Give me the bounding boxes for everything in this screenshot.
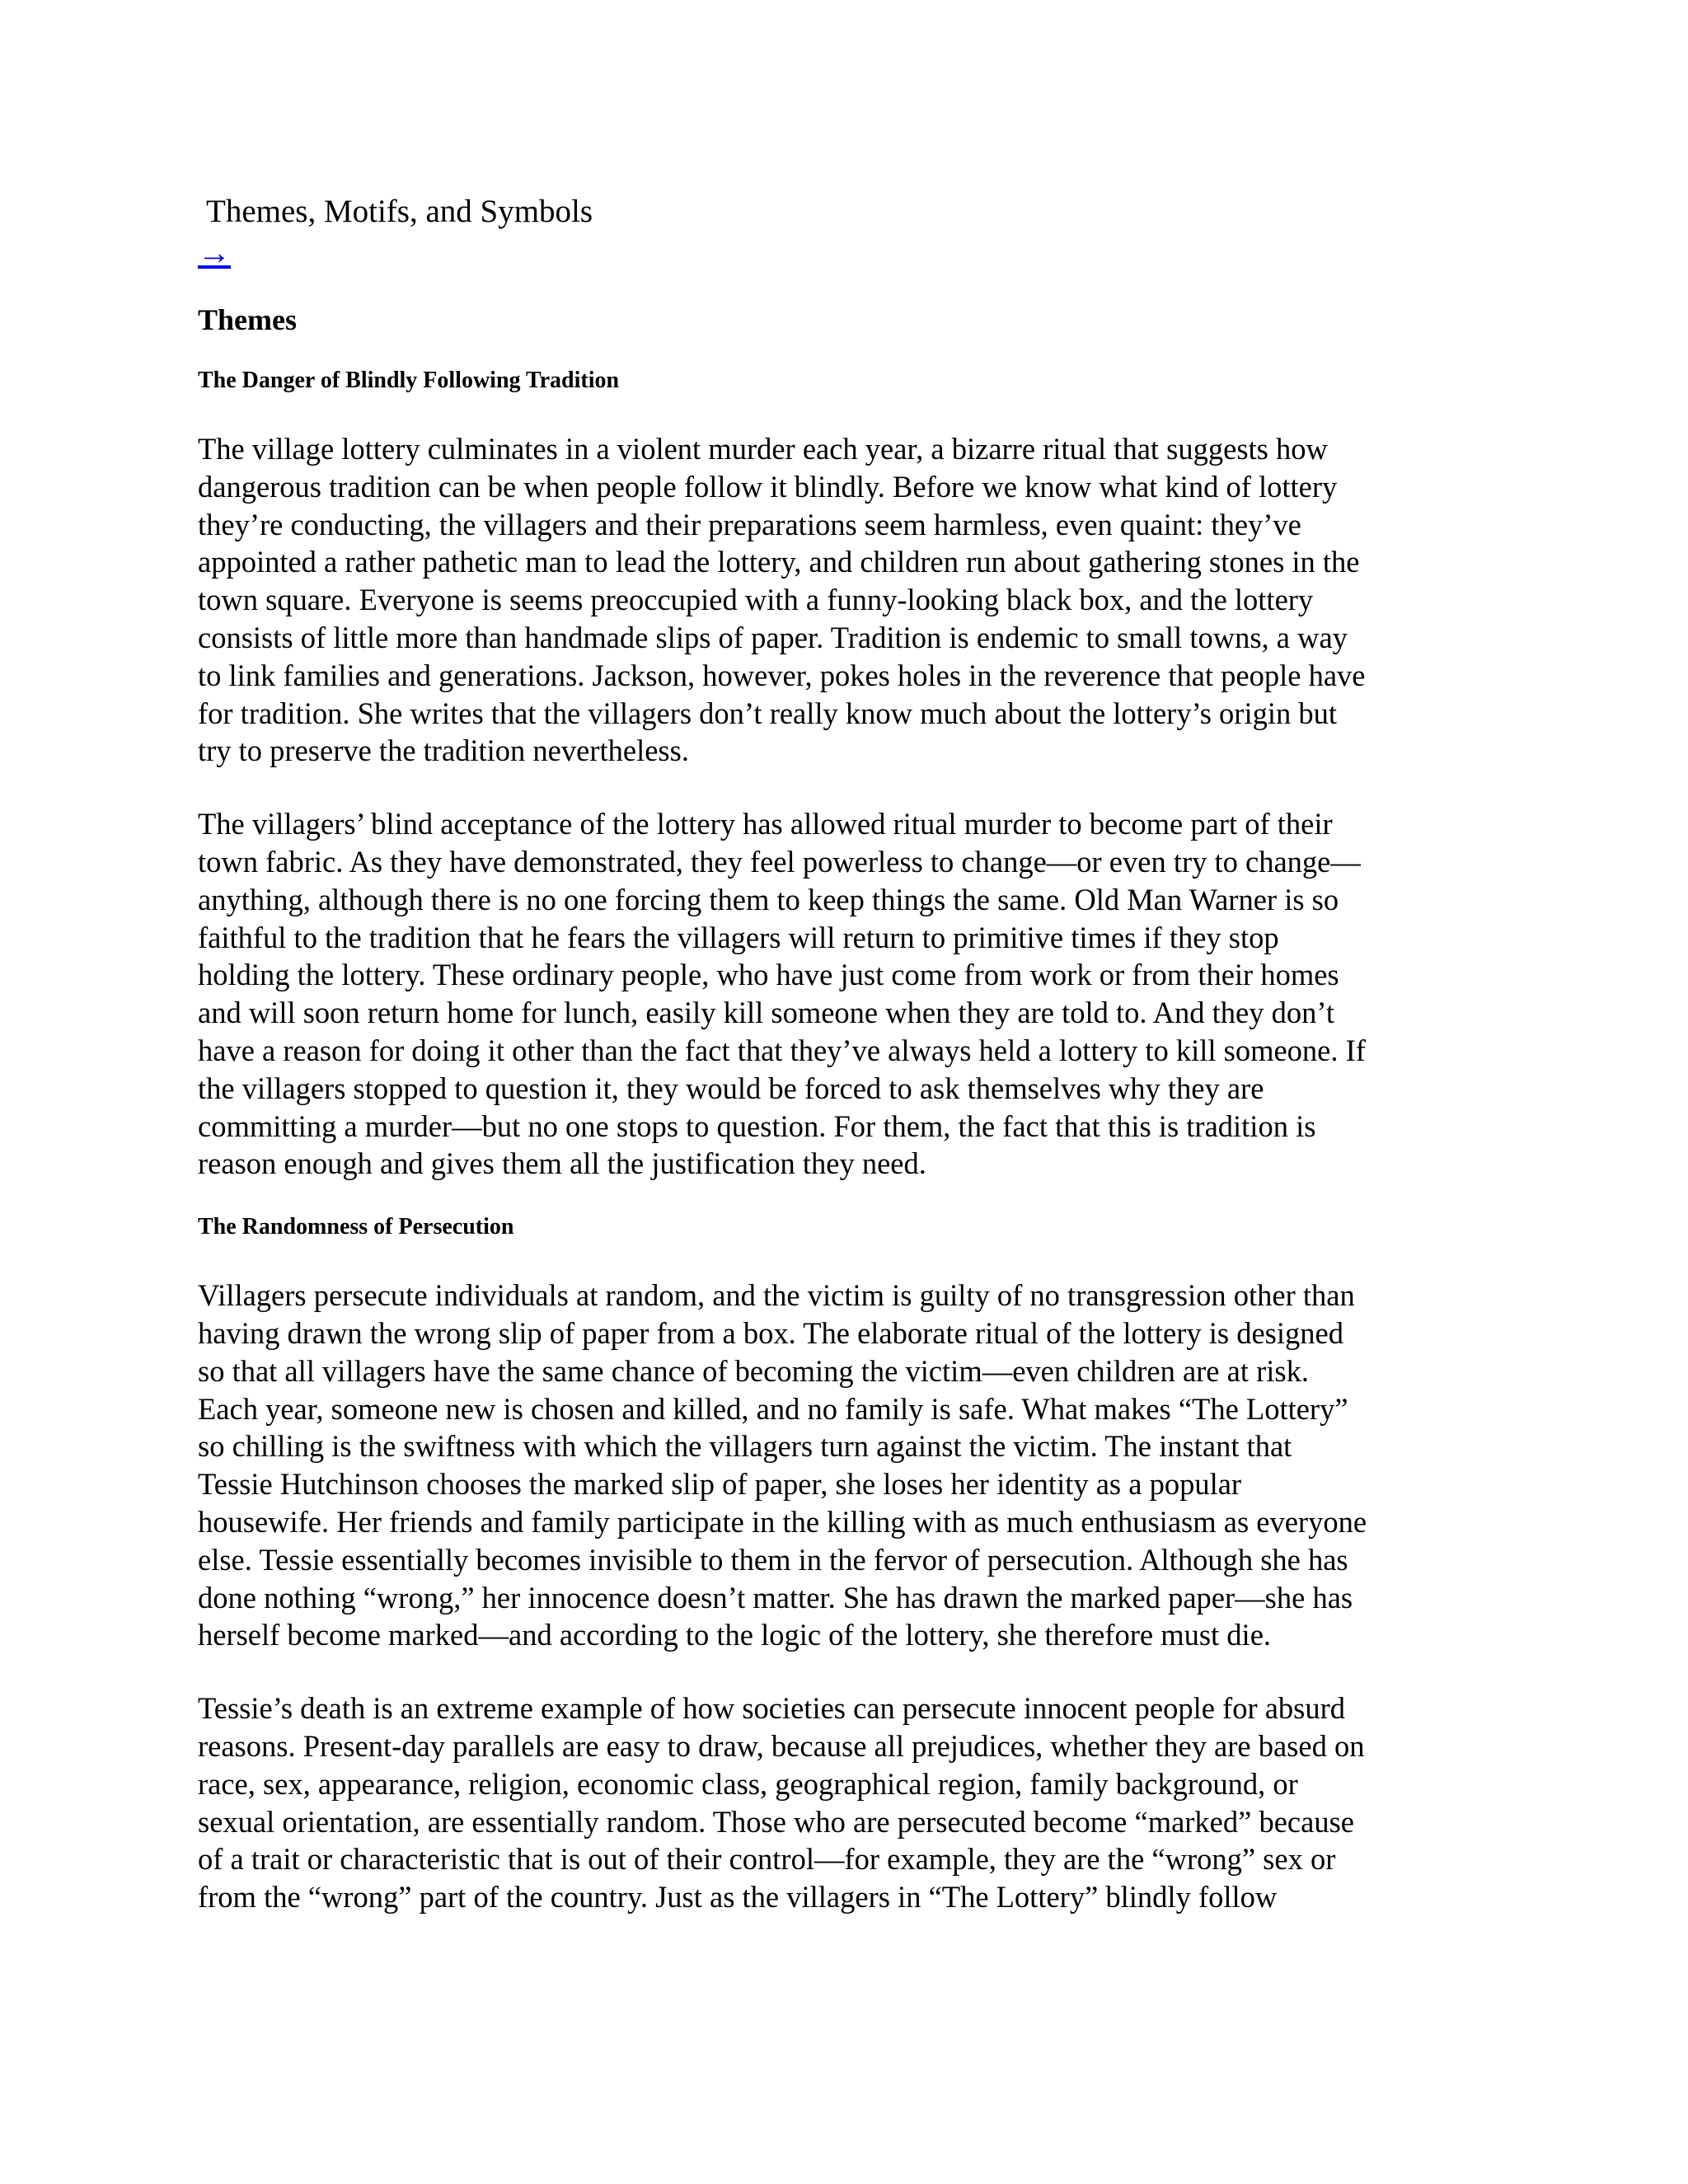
paragraph-tradition-2 bbox=[198, 805, 1500, 1183]
text-line: Each year, someone new is chosen and killed, and no family is safe. What makes “The Lottery” bbox=[198, 1391, 1348, 1426]
text-line: Tessie Hutchinson chooses the marked slip of paper, she loses her identity as a popular bbox=[198, 1467, 1242, 1502]
text-line: The village lottery culminates in a violent murder each year, a bizarre ritual that suggests how bbox=[198, 432, 1328, 466]
text-line: town square. Everyone is seems preoccupied with a funny-looking black box, and the lottery bbox=[198, 583, 1314, 617]
section-heading: Themes bbox=[198, 303, 297, 336]
paragraph-persecution-1 bbox=[198, 1277, 1500, 1654]
text-line: to link families and generations. Jackson, however, pokes holes in the reverence that people have bbox=[198, 658, 1366, 692]
text-line: holding the lottery. These ordinary people, who have just come from work or from their homes bbox=[198, 958, 1339, 992]
text-line: they’re conducting, the villagers and their preparations seem harmless, even quaint: they’ve bbox=[198, 507, 1301, 541]
paragraph-persecution-2 bbox=[198, 1690, 1500, 1916]
text-line: from the “wrong” part of the country. Just as the villagers in “The Lottery” blindly follow bbox=[198, 1880, 1278, 1915]
text-line: try to preserve the tradition nevertheless. bbox=[198, 733, 689, 768]
text-line: done nothing “wrong,” her innocence doesn’t matter. She has drawn the marked paper—she has bbox=[198, 1580, 1353, 1615]
text-line: consists of little more than handmade slips of paper. Tradition is endemic to small towns, a way bbox=[198, 620, 1348, 654]
text-line: appointed a rather pathetic man to lead the lottery, and children run about gathering stones in the bbox=[198, 545, 1360, 579]
text-line: faithful to the tradition that he fears the villagers will return to primitive times if they stop bbox=[198, 920, 1279, 954]
text-line: anything, although there is no one forcing them to keep things the same. Old Man Warner is so bbox=[198, 882, 1339, 916]
text-line: sexual orientation, are essentially random. Those who are persecuted become “marked” because bbox=[198, 1804, 1354, 1839]
text-line: race, sex, appearance, religion, economic class, geographical region, family background, or bbox=[198, 1766, 1298, 1801]
text-line: so that all villagers have the same chance of becoming the victim—even children are at risk. bbox=[198, 1353, 1309, 1388]
paragraph-tradition-1 bbox=[198, 430, 1500, 770]
text-line: the villagers stopped to question it, they would be forced to ask themselves why they are bbox=[198, 1071, 1264, 1105]
subsection-heading-tradition: The Danger of Blindly Following Tradition bbox=[198, 368, 620, 393]
text-line: have a reason for doing it other than the fact that they’ve always held a lottery to kill someone. If bbox=[198, 1033, 1366, 1067]
text-line: reason enough and gives them all the justification they need. bbox=[198, 1146, 926, 1181]
next-arrow-link[interactable]: → bbox=[198, 234, 231, 271]
text-line: for tradition. She writes that the villagers don’t really know much about the lottery’s origin but bbox=[198, 696, 1337, 730]
document-page bbox=[198, 191, 1500, 1916]
text-line: Villagers persecute individuals at random, and the victim is guilty of no transgression other than bbox=[198, 1278, 1355, 1313]
text-line: reasons. Present-day parallels are easy to draw, because all prejudices, whether they are based on bbox=[198, 1728, 1365, 1763]
text-line: and will soon return home for lunch, easily kill someone when they are told to. And they don’t bbox=[198, 996, 1334, 1030]
text-line: The villagers’ blind acceptance of the lottery has allowed ritual murder to become part of their bbox=[198, 807, 1333, 841]
text-line: of a trait or characteristic that is out of their control—for example, they are the “wrong” sex or bbox=[198, 1842, 1336, 1877]
text-line: Tessie’s death is an extreme example of how societies can persecute innocent people for absurd bbox=[198, 1691, 1346, 1726]
text-line: so chilling is the swiftness with which the villagers turn against the victim. The instant that bbox=[198, 1429, 1292, 1464]
text-line: having drawn the wrong slip of paper from a box. The elaborate ritual of the lottery is designed bbox=[198, 1315, 1343, 1350]
text-line: town fabric. As they have demonstrated, they feel powerless to change—or even try to change— bbox=[198, 844, 1361, 879]
text-line: committing a murder—but no one stops to question. For them, the fact that this is tradition is bbox=[198, 1108, 1316, 1143]
subsection-heading-persecution: The Randomness of Persecution bbox=[198, 1214, 514, 1240]
text-line: herself become marked—and according to the logic of the lottery, she therefore must die. bbox=[198, 1618, 1272, 1652]
text-line: else. Tessie essentially becomes invisible to them in the fervor of persecution. Although she has bbox=[198, 1542, 1348, 1577]
text-line: dangerous tradition can be when people follow it blindly. Before we know what kind of lottery bbox=[198, 469, 1338, 504]
text-line: housewife. Her friends and family participate in the killing with as much enthusiasm as everyone bbox=[198, 1504, 1367, 1539]
header-title: Themes, Motifs, and Symbols bbox=[206, 194, 593, 229]
